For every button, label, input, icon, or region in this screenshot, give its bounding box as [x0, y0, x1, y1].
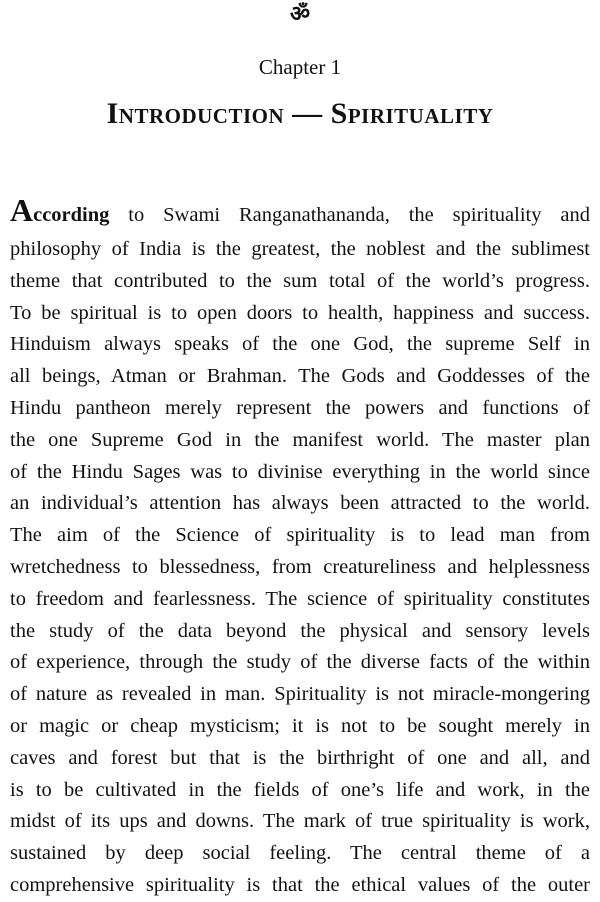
lead-initial: A [10, 192, 34, 228]
lead-word-rest: ccording [33, 204, 110, 226]
paragraph-line: Hindu pantheon merely represent the powers and functions of [10, 396, 590, 419]
paragraph-line: the one Supreme God in the manifest world. The master plan [10, 428, 590, 451]
paragraph-line: comprehensive spirituality is that the ethical values of the outer [10, 873, 590, 896]
paragraph-line: of the Hindu Sages was to divinise everything in the world since [10, 460, 590, 483]
paragraph-line: philosophy of India is the greatest, the noblest and the sublimest [10, 238, 590, 260]
paragraph-line: all beings, Atman or Brahman. The Gods and Goddesses of the [10, 365, 590, 388]
paragraph-line: or magic or cheap mysticism; it is not to be sought merely in [10, 714, 590, 737]
paragraph-line: theme that contributed to the sum total of the world’s progress. [10, 269, 590, 292]
paragraph-line: the study of the data beyond the physical and sensory levels [10, 619, 590, 642]
paragraph-line: To be spiritual is to open doors to health, happiness and success. [10, 301, 590, 324]
paragraph-line: sustained by deep social feeling. The central theme of a [10, 842, 590, 865]
chapter-title: Introduction — Spirituality [106, 97, 494, 130]
paragraph-line: to freedom and fearlessness. The science of spirituality constitutes [10, 587, 590, 610]
paragraph-line: of experience, through the study of the diverse facts of the within [10, 651, 590, 674]
body-paragraph [10, 190, 590, 902]
paragraph-line: Hinduism always speaks of the one God, the supreme Self in [10, 333, 590, 356]
paragraph-line: The aim of the Science of spirituality is to lead man from [10, 524, 590, 547]
first-line-text: to Swami Ranganathananda, the spirituality and [109, 204, 590, 226]
paragraph-line: wretchedness to blessedness, from creatureliness and helplessness [10, 555, 590, 578]
chapter-number: Chapter 1 [258, 55, 342, 79]
paragraph-line: caves and forest but that is the birthright of one and all, and [10, 746, 590, 769]
paragraph-line: is to be cultivated in the fields of one’s life and work, in the [10, 778, 590, 801]
paragraph-line: an individual’s attention has always been attracted to the world. [10, 492, 590, 515]
paragraph-first-line [10, 190, 590, 234]
paragraph-line: of nature as revealed in man. Spirituality is not miracle-mongering [10, 683, 590, 706]
paragraph-line: midst of its ups and downs. The mark of true spirituality is work, [10, 810, 590, 833]
om-symbol: ॐ [289, 1, 311, 26]
